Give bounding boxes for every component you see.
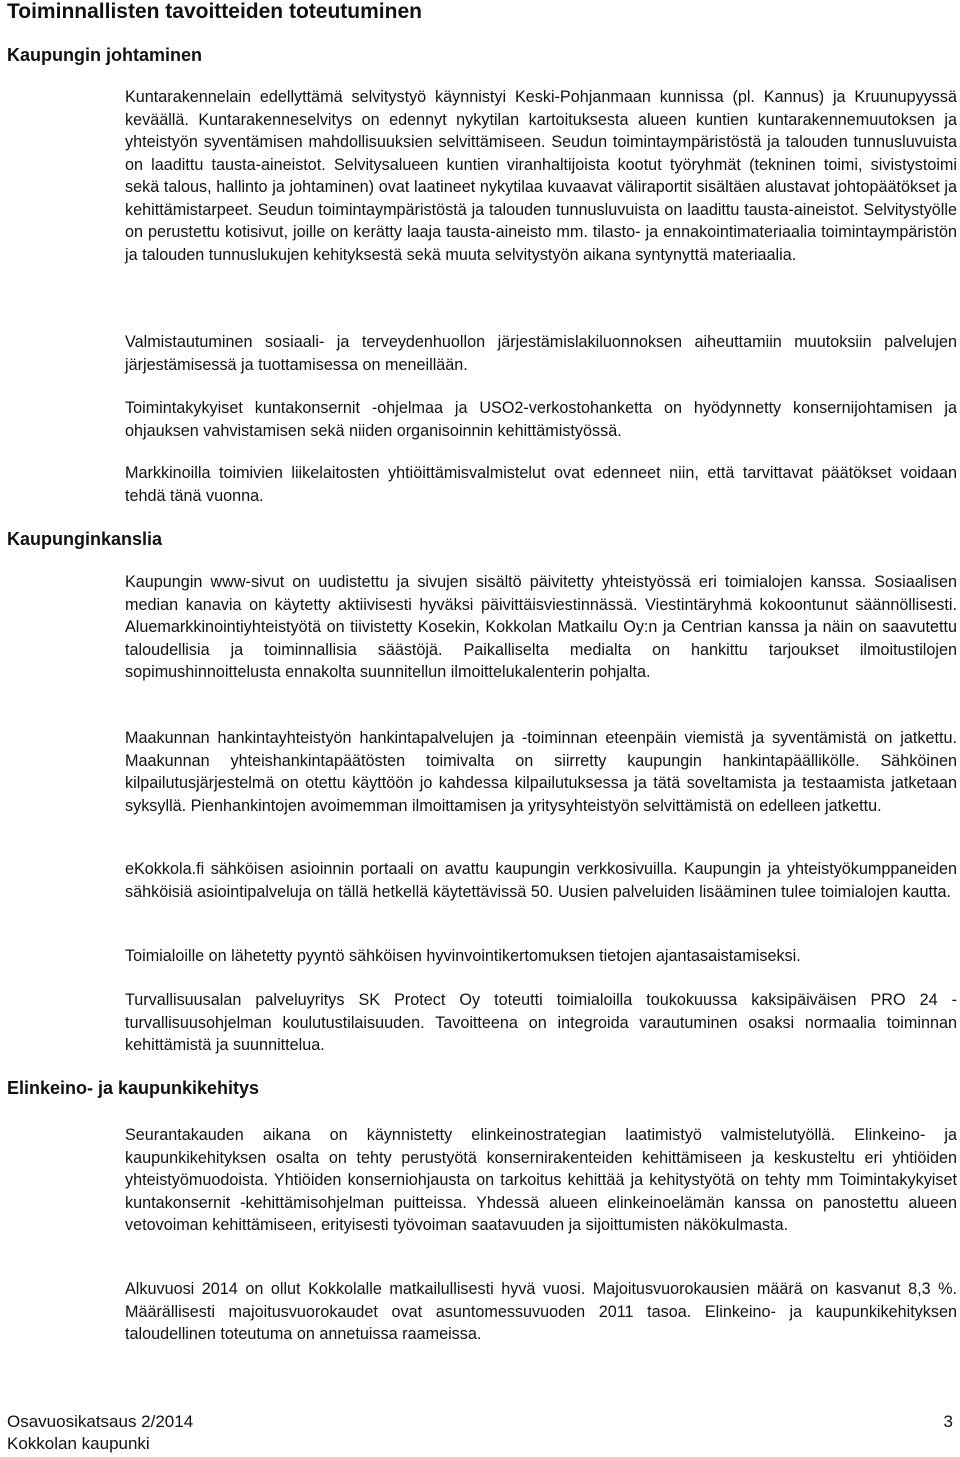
paragraph: Toimialoille on lähetetty pyyntö sähköisen hyvinvointikertomuksen tietojen ajantasaistamiseksi. <box>125 947 801 965</box>
page-number: 3 <box>943 1412 953 1431</box>
paragraph: Markkinoilla toimivien liikelaitosten yhtiöittämisvalmistelut ovat edenneet niin, että tarvittavat päätökset voidaan tehdä tänä vuonna. <box>125 464 957 505</box>
section-heading-elinkeino-ja-kaupunkikehitys: Elinkeino- ja kaupunkikehitys <box>7 1078 260 1098</box>
paragraph: eKokkola.fi sähköisen asioinnin portaali on avattu kaupungin verkkosivuilla. Kaupungin ja yhteistyökumppaneiden sähköisiä asiointipalveluja on tällä hetkellä käytettävissä 50. Uusien palveluiden lisääminen tulee toimialojen kautta. <box>125 860 957 901</box>
section-heading-kaupunginkanslia: Kaupunginkanslia <box>7 529 163 549</box>
paragraph: Maakunnan hankintayhteistyön hankintapalvelujen ja -toiminnan eteenpäin viemistä ja syventämistä on jatkettu. Maakunnan yhteishankintapäätösten toimivalta on siirretty kaupungin hankintapäällikölle. Sähköinen kilpailutusjärjestelmä on otettu käyttöön jo kahdessa kilpailutuksessa ja tätä soveltamista ja testaamista jatketaan syksyllä. Pienhankintojen avoimemman ilmoittamisen ja yritysyhteistyön selvittämistä on edelleen jatkettu. <box>125 729 957 815</box>
footer <box>7 1411 193 1455</box>
paragraph: Kaupungin www-sivut on uudistettu ja sivujen sisältö päivitetty yhteistyössä eri toimialojen kanssa. Sosiaalisen median kanavia on käytetty aktiivisesti hyväksi päivittäisviestinnässä. Viestintäryhmä kokoontunut säännöllisesti. Aluemarkkinointiyhteistyötä on tiivistetty Kosekin, Kokkolan Matkailu Oy:n ja Centrian kanssa ja näin on saavutettu taloudellisia ja toiminnallisia säästöjä. Paikalliselta medialta on hankittu tarjoukset ilmoitustilojen sopimushinnoittelusta ennakolta suunnitellun ilmoittelukalenterin pohjalta. <box>125 573 957 681</box>
paragraph: Turvallisuusalan palveluyritys SK Protect Oy toteutti toimialoilla toukokuussa kaksipäiväisen PRO 24 -turvallisuusohjelman koulutustilaisuuden. Tavoitteena on integroida varautuminen osaksi normaalia toiminnan kehittämistä ja suunnittelua. <box>125 991 957 1054</box>
paragraph: Kuntarakennelain edellyttämä selvitystyö käynnistyi Keski-Pohjanmaan kunnissa (pl. Kannus) ja Kruunupyyssä keväällä. Kuntarakenneselvitys on edennyt nykytilan kartoituksesta alueen kuntien kuntarakennemuutoksen ja yhteistyön syventämisen mahdollisuuksien selvittämiseen. Seudun toimintaympäristöstä ja talouden tunnusluvuista on laadittu tausta-aineistot. Selvitysalueen kuntien viranhaltijoista kootut työryhmät (tekninen toimi, sivistystoimi sekä talous, hallinto ja johtaminen) ovat laatineet nykytilaa kuvaavat väliraportit sisältäen alustavat johtopäätökset ja kehittämistarpeet. Seudun toimintaympäristöstä ja talouden tunnusluvuista on laadittu tausta-aineistot. Selvitystyölle on perustettu kotisivut, joille on kerätty laaja tausta-aineisto mm. tilasto- ja ennakointimateriaalia toimintaympäristön ja talouden tunnuslukujen kehityksestä sekä muuta selvitystyön aikana syntynyttä materiaalia. <box>125 88 957 264</box>
footer-organization: Kokkolan kaupunki <box>7 1434 150 1453</box>
paragraph: Alkuvuosi 2014 on ollut Kokkolalle matkailullisesti hyvä vuosi. Majoitusvuorokausien määrä on kasvanut 8,3 %. Määrällisesti majoitusvuorokaudet ovat asuntomessuvuoden 2011 tasoa. Elinkeino- ja kaupunkikehityksen taloudellinen toteutuma on annetuissa raameissa. <box>125 1280 957 1343</box>
footer-publication: Osavuosikatsaus 2/2014 <box>7 1412 194 1431</box>
page-title: Toiminnallisten tavoitteiden toteutuminen <box>7 0 422 23</box>
paragraph: Toimintakykyiset kuntakonsernit -ohjelmaa ja USO2-verkostohanketta on hyödynnetty konsernijohtamisen ja ohjauksen vahvistamisen sekä niiden organisoinnin kehittämistyössä. <box>125 399 957 440</box>
paragraph: Seurantakauden aikana on käynnistetty elinkeinostrategian laatimistyö valmistelutyöllä. Elinkeino- ja kaupunkikehityksen osalta on tehty perustyötä konsernirakenteiden kehittämiseen ja keskusteltu eri yhtiöiden yhteistyömuodoista. Yhtiöiden konserniohjausta on tarkoitus kehittää ja kehitystyötä on tehty mm Toimintakykyiset kuntakonsernit -kehittämisohjelman puitteissa. Yhdessä alueen elinkeinoelämän kanssa on panostettu alueen vetovoiman kehittämiseen, erityisesti työvoiman saatavuuden ja sijoittumisten näkökulmasta. <box>125 1126 957 1234</box>
section-heading-kaupungin-johtaminen: Kaupungin johtaminen <box>7 45 202 65</box>
paragraph: Valmistautuminen sosiaali- ja terveydenhuollon järjestämislakiluonnoksen aiheuttamiin muutoksiin palvelujen järjestämisessä ja tuottamisessa on meneillään. <box>125 333 957 374</box>
